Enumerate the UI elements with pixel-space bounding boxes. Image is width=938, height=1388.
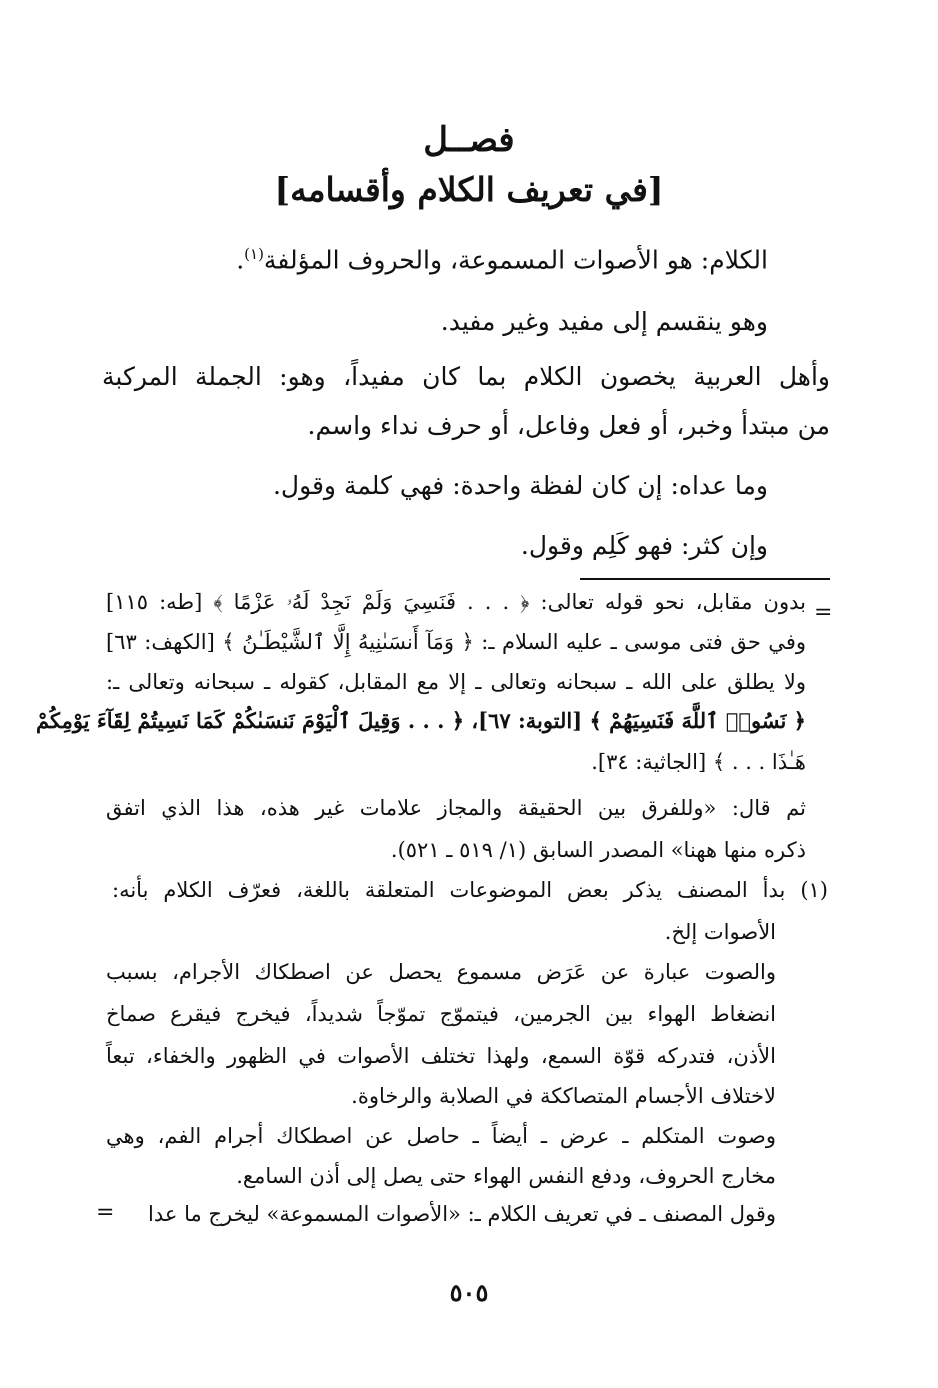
footnote-line: ذكره منها ههنا» المصدر السابق (١/ ٥١٩ ـ ٥٢١).	[390, 838, 806, 862]
paragraph-division: وهو ينقسم إلى مفيد وغير مفيد.	[440, 307, 768, 336]
continuation-mark-top: =	[814, 600, 833, 625]
footnote-line: ولا يطلق على الله ـ سبحانه وتعالى ـ إلا مع المقابل، كقوله ـ سبحانه وتعالى ـ:	[106, 670, 806, 694]
footnote-line: وقول المصنف ـ في تعريف الكلام ـ: «الأصوات المسموعة» ليخرج ما عدا	[148, 1202, 776, 1226]
paragraph-plural: وإن كثر: فهو كَلِم وقول.	[520, 531, 768, 560]
section-subtitle: [في تعريف الكلام وأقسامه]	[274, 170, 664, 209]
footnote-line: الأذن، فتدركه قوّة السمع، ولهذا تختلف الأصوات في الظهور والخفاء، تبعاً	[106, 1044, 776, 1068]
continuation-mark-bottom: =	[96, 1200, 115, 1225]
footnote-line: وصوت المتكلم ـ عرض ـ أيضاً ـ حاصل عن اصطكاك أجرام الفم، وهي	[106, 1124, 776, 1148]
footnote-1-start: (١) بدأ المصنف يذكر بعض الموضوعات المتعلقة باللغة، فعرّف الكلام بأنه:	[112, 878, 828, 902]
footnote-line: وفي حق فتى موسى ـ عليه السلام ـ: ﴿ وَمَآ أَنسَىٰنِيهُ إِلَّا ٱلشَّيْطَـٰنُ ﴾ [الكهف: ٦٣]	[106, 630, 806, 654]
section-title: فصــل	[423, 120, 515, 160]
footnote-line: مخارج الحروف، ودفع النفس الهواء حتى يصل إلى أذن السامع.	[236, 1164, 776, 1188]
definition-period: .	[236, 245, 245, 275]
paragraph-single-word: وما عداه: إن كان لفظة واحدة: فهي كلمة وقول.	[272, 471, 768, 500]
footnote-line: هَـٰذَا . . . ﴾ [الجاثية: ٣٤].	[591, 750, 806, 774]
page-number: ٥٠٥	[449, 1278, 489, 1307]
footnote-line: والصوت عبارة عن عَرَض مسموع يحصل عن اصطكاك الأجرام، بسبب	[106, 960, 776, 984]
footnote-line: ثم قال: «وللفرق بين الحقيقة والمجاز علامات غير هذه، هذا الذي اتفق	[106, 796, 806, 820]
paragraph-arabic-usage-line2: من مبتدأ وخبر، أو فعل وفاعل، أو حرف نداء واسم.	[307, 411, 830, 440]
footnote-line: لاختلاف الأجسام المتصاككة في الصلابة والرخاوة.	[351, 1084, 776, 1108]
paragraph-definition	[236, 245, 768, 274]
definition-text: الكلام: هو الأصوات المسموعة، والحروف المؤلفة	[263, 245, 768, 275]
paragraph-arabic-usage-line1: وأهل العربية يخصون الكلام بما كان مفيداً، وهو: الجملة المركبة	[102, 362, 830, 391]
footnote-ref-1: (١)	[244, 245, 264, 263]
footnote-line: الأصوات إلخ.	[664, 920, 776, 944]
footnote-line: ﴿ نَسُوا۟ ٱللَّهَ فَنَسِيَهُمْ ﴾ [التوبة: ٦٧]، ﴿ . . . وَقِيلَ ٱلْيَوْمَ نَنسَىٰكُمْ كَمَا نَسِيتُمْ لِقَآءَ يَوْمِكُمْ	[36, 708, 806, 733]
footnote-separator	[580, 578, 830, 580]
footnote-line: انضغاط الهواء بين الجرمين، فيتموّج تموّجاً شديداً، فيخرج فيقرع صماخ	[106, 1002, 776, 1026]
footnote-line: بدون مقابل، نحو قوله تعالى: ﴿ . . . فَنَسِيَ وَلَمْ نَجِدْ لَهُۥ عَزْمًا ﴾ [طه: ١١٥]	[106, 590, 806, 614]
